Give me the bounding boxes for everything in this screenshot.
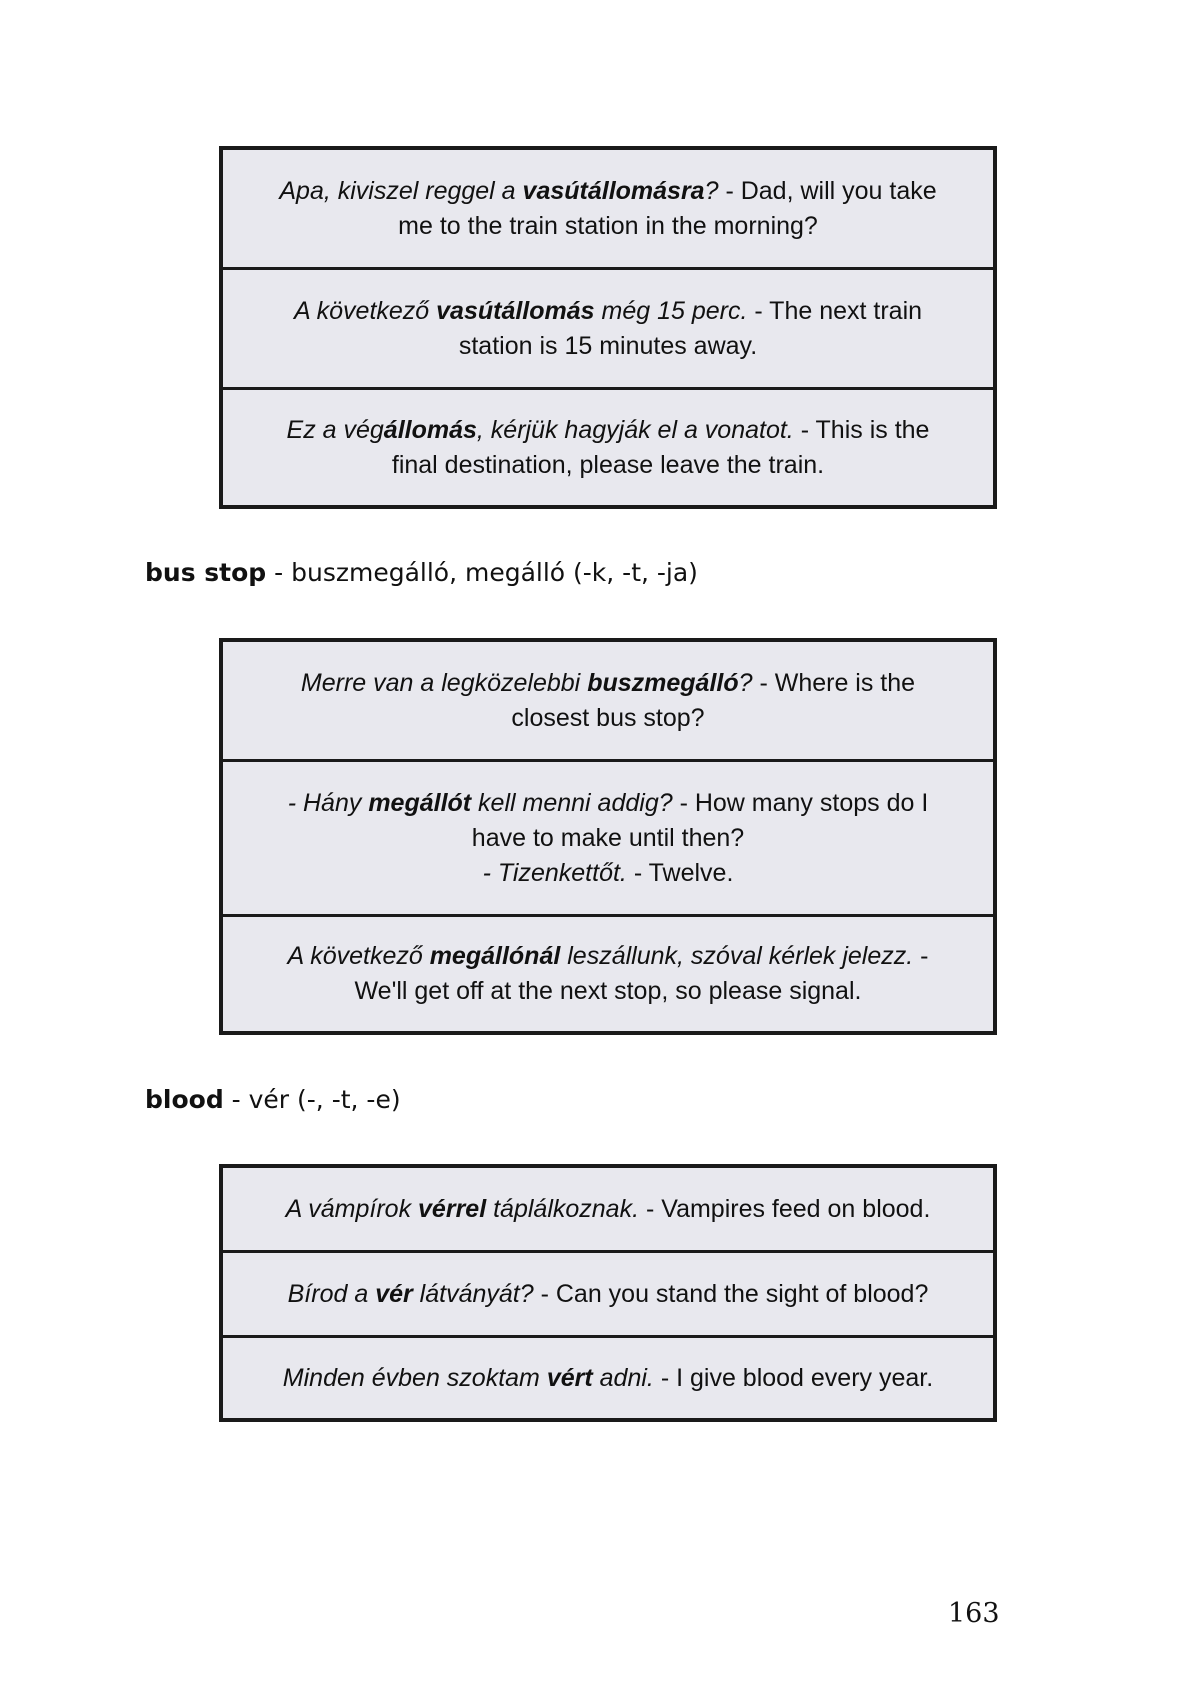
example-line bbox=[253, 174, 963, 209]
hungarian-text: ? bbox=[704, 176, 719, 205]
example-row bbox=[223, 270, 993, 390]
example-line bbox=[253, 856, 963, 891]
hungarian-text: ? bbox=[738, 668, 753, 697]
example-row bbox=[223, 762, 993, 917]
headword-term: blood bbox=[145, 1085, 224, 1114]
example-line bbox=[253, 974, 963, 1009]
keyword-highlight: állomás bbox=[383, 415, 477, 444]
hungarian-text: , kérjük hagyják el a vonatot. bbox=[476, 415, 794, 444]
english-translation: - bbox=[913, 942, 929, 970]
headword-translation: - buszmegálló, megálló (-k, -t, -ja) bbox=[266, 558, 698, 587]
hungarian-text: A vámpírok bbox=[285, 1194, 419, 1223]
hungarian-text: A következő bbox=[293, 296, 437, 325]
english-translation: - Can you stand the sight of blood? bbox=[533, 1279, 929, 1308]
example-row bbox=[223, 917, 993, 1031]
keyword-highlight: megállónál bbox=[429, 942, 561, 970]
example-table bbox=[219, 146, 997, 509]
hungarian-text: Apa, kiviszel reggel a bbox=[279, 176, 523, 205]
hungarian-text: adni. bbox=[592, 1363, 654, 1392]
keyword-highlight: vért bbox=[546, 1363, 593, 1392]
keyword-highlight: megállót bbox=[368, 788, 472, 817]
english-translation: - Dad, will you take bbox=[718, 176, 937, 205]
example-line bbox=[253, 821, 963, 856]
hungarian-text: még 15 perc. bbox=[594, 296, 748, 325]
example-row bbox=[223, 150, 993, 270]
example-line bbox=[253, 786, 963, 821]
english-translation: - Where is the bbox=[752, 668, 916, 697]
example-row bbox=[223, 390, 993, 505]
english-translation: have to make until then? bbox=[471, 823, 745, 852]
english-translation: - This is the bbox=[793, 415, 930, 444]
example-line bbox=[253, 1361, 963, 1396]
english-translation: final destination, please leave the train. bbox=[391, 450, 825, 479]
example-row bbox=[223, 642, 993, 762]
hungarian-text: táplálkoznak. bbox=[486, 1194, 640, 1223]
english-translation: - Twelve. bbox=[626, 858, 734, 887]
page-number: 163 bbox=[948, 1598, 1000, 1629]
hungarian-text: A következő bbox=[287, 942, 430, 970]
english-translation: me to the train station in the morning? bbox=[398, 211, 818, 240]
headword-translation: - vér (-, -t, -e) bbox=[223, 1085, 401, 1114]
hungarian-text: kell menni addig? bbox=[471, 788, 673, 817]
english-translation: - I give blood every year. bbox=[653, 1363, 934, 1392]
keyword-highlight: vérrel bbox=[418, 1194, 487, 1223]
example-line bbox=[253, 413, 963, 448]
hungarian-text: Minden évben szoktam bbox=[282, 1363, 547, 1392]
english-translation: closest bus stop? bbox=[511, 703, 705, 732]
example-table bbox=[219, 1164, 997, 1422]
hungarian-text: - Hány bbox=[287, 788, 369, 817]
example-line bbox=[253, 329, 963, 364]
example-row bbox=[223, 1253, 993, 1338]
example-line bbox=[253, 666, 963, 701]
example-line bbox=[253, 294, 963, 329]
example-line bbox=[253, 448, 963, 483]
example-line bbox=[253, 1192, 963, 1227]
headword-entry bbox=[145, 1085, 401, 1114]
keyword-highlight: vasútállomás bbox=[436, 296, 595, 325]
english-translation: - The next train bbox=[747, 296, 923, 325]
hungarian-text: Bírod a bbox=[287, 1279, 376, 1308]
english-translation: - How many stops do I bbox=[672, 788, 929, 817]
example-line bbox=[253, 939, 963, 974]
english-translation: We'll get off at the next stop, so please signal. bbox=[354, 977, 862, 1005]
hungarian-text: - Tizenkettőt. bbox=[482, 858, 627, 887]
example-table bbox=[219, 638, 997, 1035]
keyword-highlight: vasútállomásra bbox=[522, 176, 705, 205]
keyword-highlight: vér bbox=[375, 1279, 413, 1308]
example-row bbox=[223, 1338, 993, 1418]
headword-term: bus stop bbox=[145, 558, 267, 587]
hungarian-text: leszállunk, szóval kérlek jelezz. bbox=[560, 942, 914, 970]
example-row bbox=[223, 1168, 993, 1253]
english-translation: station is 15 minutes away. bbox=[458, 331, 758, 360]
hungarian-text: látványát? bbox=[412, 1279, 534, 1308]
keyword-highlight: buszmegálló bbox=[587, 668, 739, 697]
hungarian-text: Ez a vég bbox=[286, 415, 384, 444]
example-line bbox=[253, 1277, 963, 1312]
hungarian-text: Merre van a legközelebbi bbox=[300, 668, 588, 697]
english-translation: - Vampires feed on blood. bbox=[639, 1194, 931, 1223]
headword-entry bbox=[145, 558, 698, 587]
example-line bbox=[253, 209, 963, 244]
example-line bbox=[253, 701, 963, 736]
